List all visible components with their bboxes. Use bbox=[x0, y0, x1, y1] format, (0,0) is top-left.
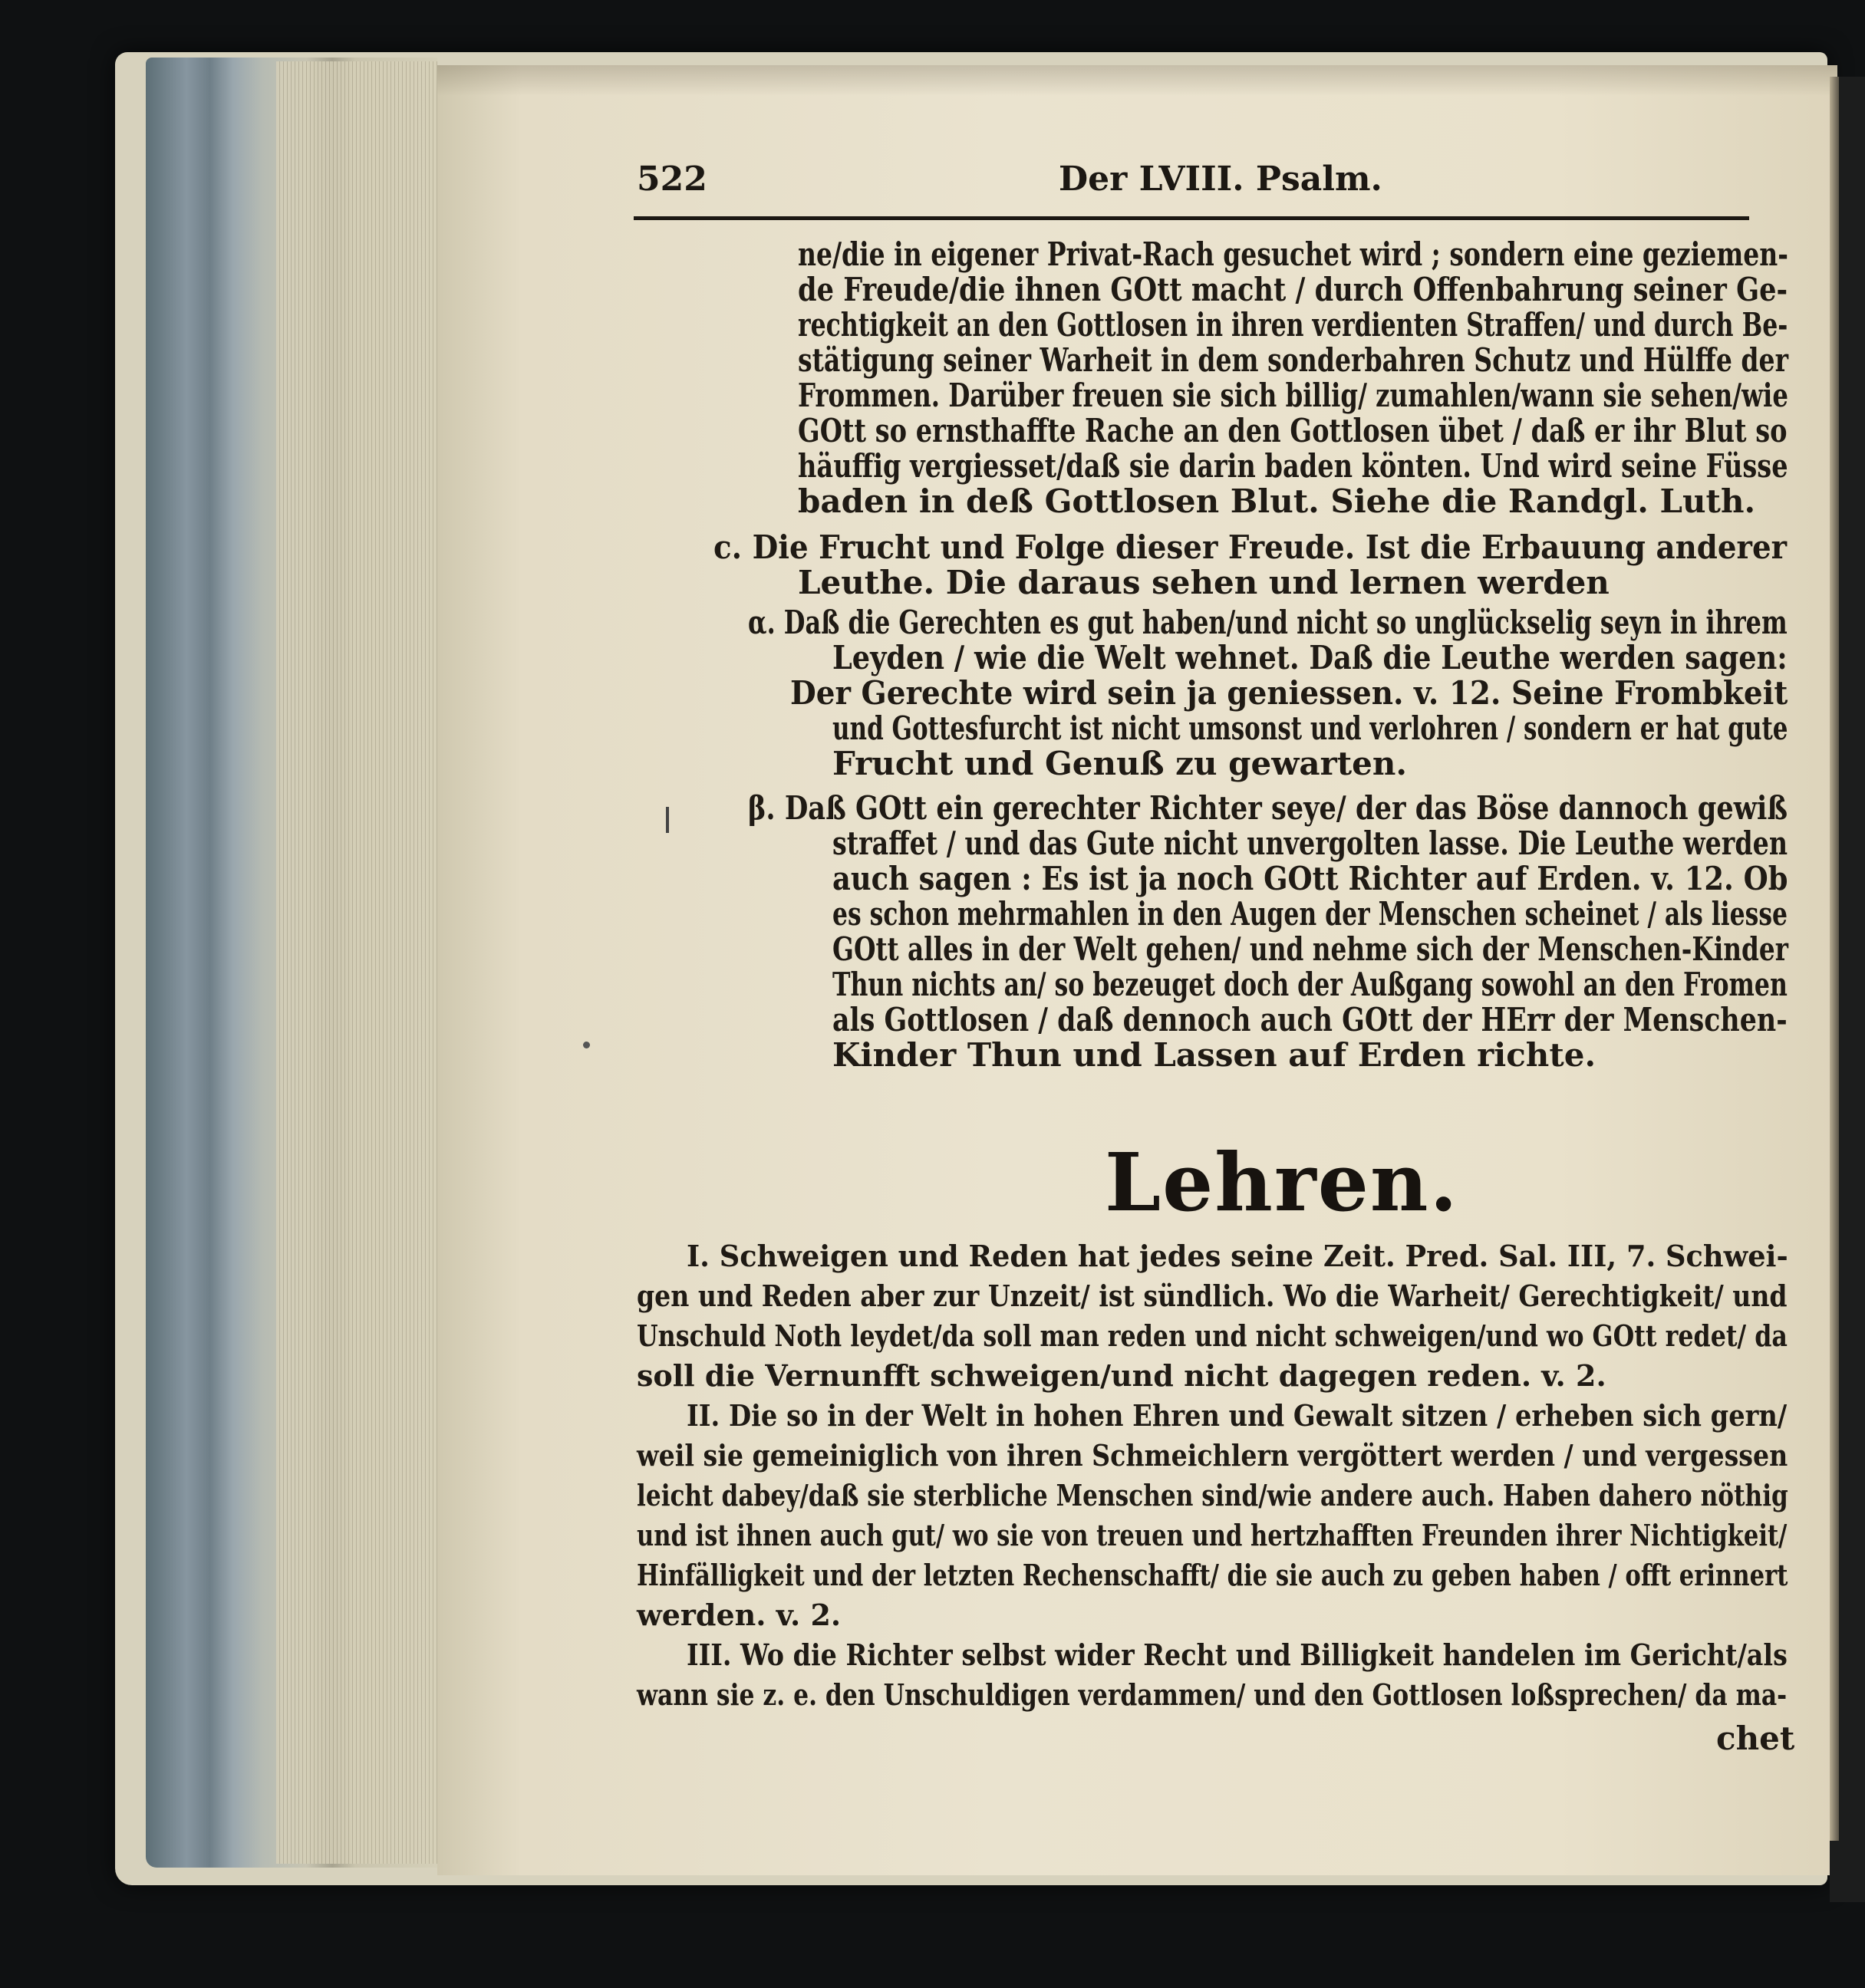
catchword: chet bbox=[1716, 1720, 1795, 1757]
section-heading: Lehren. bbox=[1105, 1135, 1459, 1229]
body-line: Der Gerechte wird sein ja geniessen. v. 12. Seine Frombkeit bbox=[790, 674, 1788, 712]
body-line: Thun nichts an/ so bezeuget doch der Außgang sowohl an den Fromen bbox=[832, 966, 1788, 1003]
body-line: und Gottesfurcht ist nicht umsonst und verlohren / sondern er hat gute bbox=[832, 709, 1788, 747]
lesson-line: gen und Reden aber zur Unzeit/ ist sündlich. Wo die Warheit/ Gerechtigkeit/ und bbox=[637, 1279, 1788, 1313]
body-line: Leuthe. Die daraus sehen und lernen werden bbox=[798, 564, 1610, 601]
body-line: Kinder Thun und Lassen auf Erden richte. bbox=[832, 1036, 1596, 1074]
lesson-line: und ist ihnen auch gut/ wo sie von treuen und hertzhafften Freunden ihrer Nichtigkeit/ bbox=[637, 1518, 1788, 1552]
margin-mark bbox=[666, 807, 669, 833]
body-line: häuffig vergiesset/daß sie darin baden könten. Und wird seine Füsse bbox=[798, 447, 1788, 485]
lesson-line: soll die Vernunfft schweigen/und nicht dagegen reden. v. 2. bbox=[637, 1358, 1606, 1393]
body-line: de Freude/die ihnen GOtt macht / durch Offenbahrung seiner Ge- bbox=[798, 271, 1788, 308]
body-line: β. Daß GOtt ein gerechter Richter seye/ der das Böse dannoch gewiß bbox=[748, 789, 1788, 827]
body-line: c. Die Frucht und Folge dieser Freude. Ist die Erbauung anderer bbox=[713, 528, 1788, 566]
body-line: auch sagen : Es ist ja noch GOtt Richter auf Erden. v. 12. Ob bbox=[832, 860, 1788, 897]
facing-page-strip bbox=[1830, 77, 1839, 1841]
body-line: rechtigkeit an den Gottlosen in ihren verdienten Straffen/ und durch Be- bbox=[798, 306, 1788, 344]
lesson-line: Hinfälligkeit und der letzten Rechenschafft/ die sie auch zu geben haben / offt erinnert bbox=[637, 1558, 1788, 1592]
body-line: als Gottlosen / daß dennoch auch GOtt der HErr der Menschen- bbox=[832, 1001, 1788, 1038]
lesson-line: wann sie z. e. den Unschuldigen verdammen/ und den Gottlosen loßsprechen/ da ma- bbox=[637, 1677, 1788, 1712]
body-line: Frommen. Darüber freuen sie sich billig/ zumahlen/wann sie sehen/wie bbox=[798, 377, 1788, 414]
lesson-line: weil sie gemeiniglich von ihren Schmeichlern vergöttert werden / und vergessen bbox=[637, 1438, 1788, 1473]
running-head: Der LVIII. Psalm. bbox=[1059, 160, 1382, 199]
lesson-line: werden. v. 2. bbox=[637, 1598, 842, 1632]
lesson-line: II. Die so in der Welt in hohen Ehren und Gewalt sitzen / erheben sich gern/ bbox=[687, 1398, 1788, 1433]
lesson-line: I. Schweigen und Reden hat jedes seine Zeit. Pred. Sal. III, 7. Schwei- bbox=[687, 1239, 1788, 1273]
page-edges bbox=[276, 61, 437, 1864]
header-rule bbox=[634, 216, 1749, 220]
lesson-line: III. Wo die Richter selbst wider Recht und Billigkeit handelen im Gericht/als bbox=[687, 1637, 1788, 1672]
body-line: GOtt so ernsthaffte Rache an den Gottlosen übet / daß er ihr Blut so bbox=[798, 412, 1788, 449]
page-number: 522 bbox=[637, 160, 707, 199]
body-line: GOtt alles in der Welt gehen/ und nehme sich der Menschen-Kinder bbox=[832, 930, 1788, 968]
lesson-line: Unschuld Noth leydet/da soll man reden und nicht schweigen/und wo GOtt redet/ da bbox=[637, 1318, 1788, 1353]
body-line: Frucht und Genuß zu gewarten. bbox=[832, 745, 1408, 782]
body-line: α. Daß die Gerechten es gut haben/und nicht so unglückselig seyn in ihrem bbox=[748, 604, 1788, 641]
lesson-line: leicht dabey/daß sie sterbliche Menschen sind/wie andere auch. Haben dahero nöthig bbox=[637, 1478, 1788, 1512]
page-shadow bbox=[437, 65, 1837, 96]
body-line: es schon mehrmahlen in den Augen der Menschen scheinet / als liesse bbox=[832, 895, 1788, 933]
margin-dot bbox=[583, 1042, 590, 1048]
body-line: Leyden / wie die Welt wehnet. Daß die Leuthe werden sagen: bbox=[832, 639, 1788, 676]
body-line: ne/die in eigener Privat-Rach gesuchet wird ; sondern eine geziemen- bbox=[798, 235, 1788, 273]
body-line: baden in deß Gottlosen Blut. Siehe die Randgl. Luth. bbox=[798, 482, 1756, 520]
body-line: straffet / und das Gute nicht unvergolten lasse. Die Leuthe werden bbox=[832, 824, 1788, 862]
body-line: stätigung seiner Warheit in dem sonderbahren Schutz und Hülffe der bbox=[798, 341, 1789, 379]
